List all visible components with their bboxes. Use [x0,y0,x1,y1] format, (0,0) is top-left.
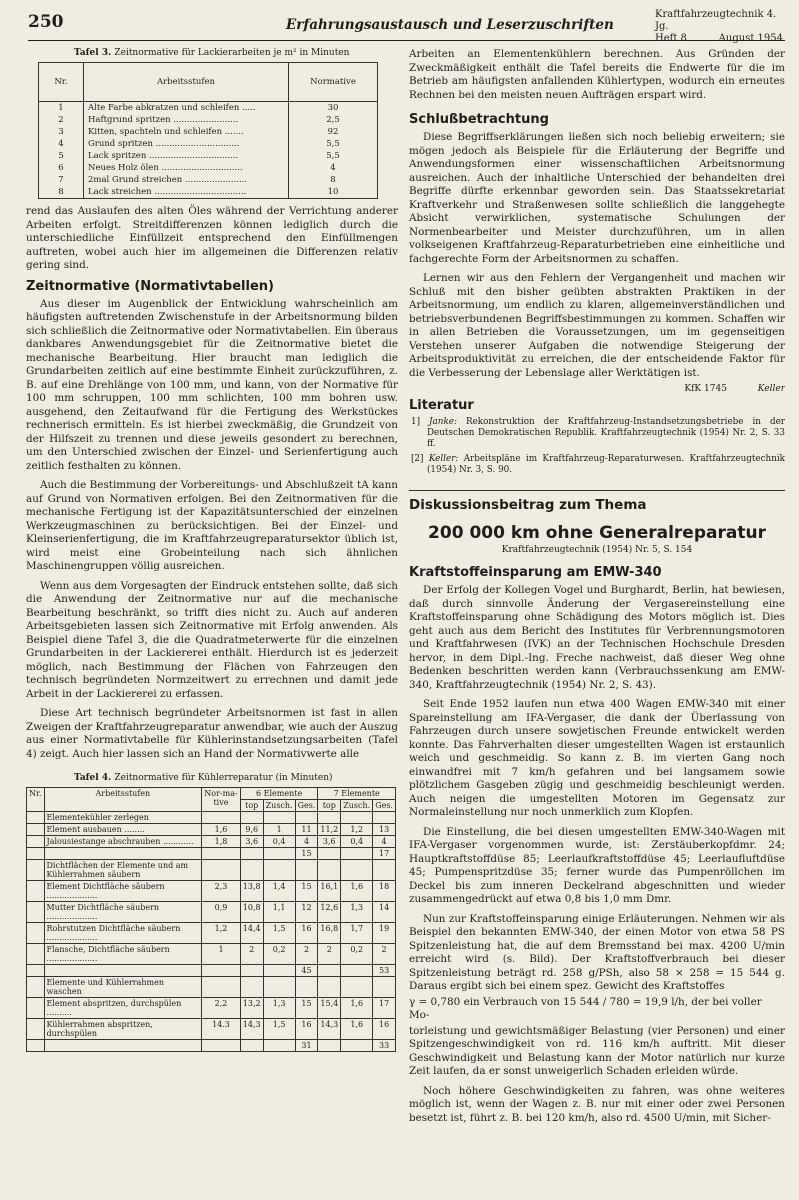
table3-caption [74,48,398,58]
table4-cell-t7: 2 [318,944,341,965]
table4-cell-z6: 1 [263,824,295,836]
page-header [28,8,785,44]
table4-cell-g6: 2 [295,944,318,965]
signature-name: Keller [757,384,785,394]
table3-cell-stage: Lack streichen .................................. [84,186,289,199]
table4-cell-t7: 15,4 [318,998,341,1019]
table4-cell-t6 [240,860,263,881]
table4-cell-nr [27,824,45,836]
table4-cell-g7 [373,860,396,881]
table4-cell-z6: 1,1 [263,902,295,923]
table4-cell-t7: 3,6 [318,836,341,848]
table3-header-stage: Arbeitsstufen [84,63,289,102]
table4-cell-z7 [341,965,373,977]
table4-row [27,902,396,923]
table4-cell-g7: 17 [373,998,396,1019]
table4-cell-g7 [373,977,396,998]
table3-cell-stage: 2mal Grund streichen ....................... [84,174,289,186]
table4-cell-z6 [263,812,295,824]
literature-1-author: Janke: [429,417,457,427]
table4-cell-n: 0,9 [202,902,241,923]
left-paragraph-2: Aus dieser im Augenblick der Entwicklung wahrscheinlich am häufigsten auftretenden Zwischenstufe in der Arbeitsnormung bilden sich schließlich die Zeitnormative oder Normativtabellen. Ein überaus dankbares Anwendungsgebiet für die Zeitnormative bietet die mechanische Bearbeitung. Hier braucht man lediglich die Grundarbeiten zeitlich auf eine bestimmte Einheit zurückzuführen, z. B. auf eine Drehlänge von 100 mm, und kann, von der Normative für 100 mm schruppen, 100 mm schlichten, 100 mm bohren usw. ausgehend, den Zeitaufwand für die Fertigung des Werkstückes rechnerisch ermitteln. Es ist hierbei zweckmäßig, die Grundzeit von der Hilfszeit zu trennen und diese jeweils gesondert zu berechnen, um den Unterschied zwischen der Einzel- und Serienfertigung auch zeitlich festhalten zu können. [26,297,398,472]
right-paragraph-1: Arbeiten an Elementenkühlern berechnen. Aus Gründen der Zweckmäßigkeit enthält die Tafel bereits die Endwerte für die im Betrieb am häufigsten anfallenden Kühlertypen, wodurch ein erneutes Rechnen bei den meisten neuen Aufträgen erspart wird. [409,48,785,101]
literature-2-author: Keller: [428,454,459,464]
left-paragraph-3: Auch die Bestimmung der Vorbereitungs- und Abschlußzeit tA kann auf Grund von Normativen erfolgen. Bei den Zeitnormativen für die mechanische Fertigung ist der Kapazitätsunterschied der einzelnen Werkzeugmaschinen zu berücksichtigen. Bei der Einzel- und Kleinserienfertigung, die im Kraftfahrzeugreparatursektor üblich ist, wird meist eine Grobeinteilung nach sich ähnlichen Maschinengruppen völlig ausreichen. [26,479,398,572]
table4-header-ges-7: Ges. [373,800,396,812]
table4-cell-z7 [341,812,373,824]
table4-cell-stage: Element Dichtfläche säubern .................... [44,881,202,902]
table3-cell-value: 30 [289,102,378,115]
table4-row [27,944,396,965]
table3-row [39,138,378,150]
table4-cell-z6 [263,1040,295,1052]
table3-cell-nr: 7 [39,174,84,186]
table3-header-nr: Nr. [39,63,84,102]
literature-entry-1 [411,417,785,450]
table3-row [39,174,378,186]
right-paragraph-9: Noch höhere Geschwindigkeiten zu fahren, was ohne weiteres möglich ist, wenn der Wagen z. B. nur mit einer oder zwei Personen besetzt ist, führt z. B. bei 120 km/h, also rd. 4500 U/min, mit Sicher- [409,1084,785,1124]
table4-cell-n: 1,8 [202,836,241,848]
table4-header-six-elements: 6 Elemente [240,788,318,800]
table4-cell-stage: Element ausbauen ........ [44,824,202,836]
table4-cell-g7: 17 [373,848,396,860]
table4-cell-nr [27,998,45,1019]
table4-cell-t6 [240,848,263,860]
table4-row [27,1019,396,1040]
right-paragraph-8: torleistung und gewichtsmäßiger Belastung (vier Personen) und einer Spitzengeschwindigkeit von rd. 116 km/h auftritt. Mit dieser Geschwindigkeit und Belastung kann der Motor natürlich nur kurze Zeit laufen, da er sonst unweigerlich Schaden erleiden würde. [409,1024,785,1077]
table4-cell-z7: 1,7 [341,923,373,944]
journal-line-2: Heft 8 August 1954 [655,33,783,44]
table4-cell-n: 1,2 [202,923,241,944]
table3-row [39,150,378,162]
table4-cell-z7 [341,977,373,998]
table4-cell-nr [27,812,45,824]
table4-cell-t6 [240,965,263,977]
table4-cell-g6 [295,860,318,881]
table4-cell-g6: 31 [295,1040,318,1052]
table4-header-top-6: top [240,800,263,812]
right-paragraph-5: Seit Ende 1952 laufen nun etwa 400 Wagen EMW-340 mit einer Spareinstellung am IFA-Vergaser, die dank der Überlassung von Fahrzeugen durch unsere sowjetischen Freunde entwickelt werden konnte. Das Fahrverhalten dieser umgestellten Wagen ist erstaunlich weich und geschmeidig. So kann z. B. im vierten Gang noch einwandfrei mit 7 km/h gefahren und bei langsamem sowie plötzlichem Gasgeben zügig und geschmeidig beschleunigt werden. Auch neigen die umgestellten Motoren im Gegensatz zur Normaleinstellung nur noch unmerklich zum Klopfen. [409,698,785,818]
table4-cell-stage [44,965,202,977]
table4-cell-z7: 1,6 [341,998,373,1019]
table3-cell-nr: 8 [39,186,84,199]
table4-cell-nr [27,944,45,965]
table4-header-zusch-7: Zusch. [341,800,373,812]
table4-cell-t6: 10,8 [240,902,263,923]
table4-header-seven-elements: 7 Elemente [318,788,396,800]
table4-cell-t6: 9,6 [240,824,263,836]
table4-cell-stage: Rohrstutzen Dichtfläche säubern .................... [44,923,202,944]
table3-cell-value: 5,5 [289,150,378,162]
right-paragraph-6: Die Einstellung, die bei diesen umgestellten EMW-340-Wagen mit IFA-Vergaser vorgenommen wurde, ist: Zerstäuberkopfdmr. 24; Hauptkraftstoffdüse 85; Leerlaufkraftstoffdüse 45; Leerlaufluftdüse 45; Pumpenspritzdüse 35; ferner wurde das Pumpenröllchen im Deckel bis zum inneren Deckelrand abgeschnitten und wieder zusammengedrückt auf etwa 0,8 bis 1,0 mm Dmr. [409,825,785,905]
literature-1-number: 1] [411,417,421,427]
table3-cell-value: 92 [289,126,378,138]
table4-cell-g6: 15 [295,998,318,1019]
right-paragraph-7: Nun zur Kraftstoffeinsparung einige Erläuterungen. Nehmen wir als Beispiel den bekannten EMW-340, der einen Motor von etwa 58 PS Spitzenleistung hat, die auf dem Bremsstand bei max. 4200 U/min erreicht wird (s. Bild). Der Kraftstoffverbrauch bei dieser Spitzenleistung beträgt rd. 258 g/PSh, also 58 × 258 = 15 544 g. Daraus ergibt sich bei einem spez. Gewicht des Kraftstoffes [409,912,785,992]
table4-caption-text: Zeitnormative für Kühlerreparatur (in Minuten) [114,773,333,783]
literature-2-number: [2] [411,454,424,464]
literature-entry-2 [411,454,785,476]
table3-cell-value: 8 [289,174,378,186]
table4-cell-nr [27,836,45,848]
table4-cell-z6 [263,965,295,977]
table4-cell-z7: 0,2 [341,944,373,965]
table4-cell-g7: 53 [373,965,396,977]
table3-row [39,162,378,174]
table4-cell-nr [27,1040,45,1052]
table4-cell-g7: 2 [373,944,396,965]
table4-cell-g6: 15 [295,881,318,902]
table4-cell-z7: 1,3 [341,902,373,923]
table3-cell-stage: Alte Farbe abkratzen und schleifen ..... [84,102,289,115]
table4-row [27,998,396,1019]
left-paragraph-1: rend das Auslaufen des alten Öles während der Verrichtung anderer Arbeiten erfolgt. Streitdifferenzen können lediglich durch die unterschiedliche Einfüllzeit entsprechend den Einfüllmengen auftreten, wobei auch hier im allgemeinen die Differenzen relativ gering sind. [26,205,398,271]
table4-cell-z6: 1,5 [263,923,295,944]
table4-cell-t7 [318,965,341,977]
table4-cell-g7: 19 [373,923,396,944]
table4-cell-nr [27,881,45,902]
table4-row [27,824,396,836]
table4-header-top-7: top [318,800,341,812]
table4-header-nr: Nr. [27,788,45,812]
table4 [26,787,396,1052]
table3-cell-nr: 2 [39,114,84,126]
table4-row [27,860,396,881]
table3-cell-stage: Lack spritzen ................................. [84,150,289,162]
table4-cell-z7 [341,860,373,881]
table4-cell-n: 1,6 [202,824,241,836]
table4-cell-stage: Elementekühler zerlegen [44,812,202,824]
table4-cell-stage: Jalousiestange abschrauben ............ [44,836,202,848]
right-column [409,48,785,1196]
table4-cell-n [202,1040,241,1052]
table4-header-stage: Arbeitsstufen [44,788,202,812]
table3-cell-stage: Grund spritzen ............................... [84,138,289,150]
table4-cell-t7 [318,977,341,998]
table4-cell-n [202,965,241,977]
table3-row [39,102,378,115]
table3 [38,62,378,199]
table4-cell-g7 [373,812,396,824]
table4-cell-g6 [295,812,318,824]
heading-schlussbetrachtung: Schlußbetrachtung [409,112,549,127]
table4-cell-z6: 1,4 [263,881,295,902]
table4-cell-n [202,848,241,860]
table3-cell-nr: 4 [39,138,84,150]
heading-literatur: Literatur [409,398,474,413]
table4-cell-n: 1 [202,944,241,965]
table3-cell-stage: Kitten, spachteln und schleifen ....... [84,126,289,138]
left-paragraph-5: Diese Art technisch begründeter Arbeitsnormen ist fast in allen Zweigen der Kraftfahrzeugreparatur anwendbar, wie auch der Auszug aus einer Normativtabelle für Kühlerinstandsetzungsarbeiten (Tafel 4) zeigt. Auch hier lassen sich an Hand der Normativwerte alle [26,707,398,760]
section-title: Erfahrungsaustausch und Leserzuschriften [286,17,614,33]
table4-cell-t7 [318,860,341,881]
table4-cell-t6: 13,2 [240,998,263,1019]
table4-cell-z7: 1,6 [341,881,373,902]
heading-zeitnormative: Zeitnormative (Normativtabellen) [26,278,274,294]
table4-cell-g6: 4 [295,836,318,848]
left-column [26,48,398,1196]
table4-cell-n [202,812,241,824]
table4-cell-z6 [263,860,295,881]
formula-line: γ = 0,780 ein Verbrauch von 15 544 / 780 = 19,9 l/h, der bei voller Mo- [409,995,762,1021]
table4-cell-t7 [318,812,341,824]
table4-cell-t6: 2 [240,944,263,965]
table4-cell-nr [27,848,45,860]
table4-cell-z6 [263,848,295,860]
table4-cell-stage [44,1040,202,1052]
table3-row [39,186,378,199]
table4-cell-stage [44,848,202,860]
table3-caption-label: Tafel 3. [74,48,112,58]
table4-row [27,923,396,944]
table4-cell-g6: 12 [295,902,318,923]
table4-cell-nr [27,923,45,944]
table4-cell-stage: Kühlerrahmen abspritzen, durchspülen [44,1019,202,1040]
table4-cell-t6 [240,977,263,998]
table4-cell-n [202,860,241,881]
table4-cell-t7 [318,848,341,860]
table4-row [27,977,396,998]
table4-row [27,836,396,848]
page-number: 250 [28,12,64,32]
table4-cell-g6: 16 [295,923,318,944]
table4-row [27,812,396,824]
journal-info [655,9,785,45]
table4-cell-g7: 16 [373,1019,396,1040]
table3-cell-nr: 6 [39,162,84,174]
right-paragraph-3: Lernen wir aus den Fehlern der Vergangenheit und machen wir Schluß mit den bisher geübten abstrakten Praktiken in der Arbeitsnormung, um endlich zu klaren, allgemeinverständlichen und betriebsverbundenen Begriffsbestimmungen zu kommen. Schaffen wir in allen Betrieben die Voraussetzungen, um im gegenseitigen Verstehen unserer Aufgaben die notwendige Steigerung der Arbeitsproduktivität zu erreichen, die der entscheidende Faktor für die Verbesserung der Lebenslage aller Werktätigen ist. [409,272,785,379]
table4-cell-t6: 3,6 [240,836,263,848]
table4-cell-nr [27,860,45,881]
article-reference: Kraftfahrzeugtechnik (1954) Nr. 5, S. 154 [501,545,693,555]
journal-line-1: Kraftfahrzeugtechnik 4. Jg. [655,9,777,32]
table3-cell-value: 2,5 [289,114,378,126]
table4-cell-n: 2,3 [202,881,241,902]
discussion-heading: Diskussionsbeitrag zum Thema [409,490,785,513]
table3-cell-value: 4 [289,162,378,174]
table3-cell-nr: 5 [39,150,84,162]
table3-cell-nr: 3 [39,126,84,138]
table4-cell-z7 [341,1040,373,1052]
table4-cell-g7: 4 [373,836,396,848]
table4-cell-nr [27,977,45,998]
table4-cell-stage: Flansche, Dichtfläche säubern .................... [44,944,202,965]
table4-cell-stage: Element abspritzen, durchspülen .......... [44,998,202,1019]
literature-2-text: Arbeitspläne im Kraftfahrzeug-Reparaturwesen. Kraftfahrzeugtechnik (1954) Nr. 3, S. 90. [427,454,785,475]
table3-cell-value: 5,5 [289,138,378,150]
table3-body [39,102,378,199]
table4-cell-t6 [240,812,263,824]
table4-cell-n: 14.3 [202,1019,241,1040]
table4-cell-z6: 0,2 [263,944,295,965]
table4-cell-g6: 16 [295,1019,318,1040]
table4-cell-n: 2,2 [202,998,241,1019]
table4-cell-g6 [295,977,318,998]
table4-header-normative: Nor-ma-tive [202,788,241,812]
table4-cell-z6: 1,3 [263,998,295,1019]
table4-cell-nr [27,1019,45,1040]
table4-body [27,812,396,1052]
table3-cell-nr: 1 [39,102,84,115]
signature [409,384,785,394]
table4-cell-n [202,977,241,998]
signature-code: KfK 1745 [684,384,727,394]
table3-cell-stage: Haftgrund spritzen ........................ [84,114,289,126]
table4-cell-t6: 14,4 [240,923,263,944]
table4-cell-g7: 13 [373,824,396,836]
table4-cell-t6: 13,8 [240,881,263,902]
table4-cell-g6: 45 [295,965,318,977]
table3-row [39,126,378,138]
table4-row [27,1040,396,1052]
table4-cell-z7: 1,2 [341,824,373,836]
table4-caption [74,773,398,783]
table3-row [39,114,378,126]
table4-cell-t7: 11,2 [318,824,341,836]
table4-cell-nr [27,902,45,923]
table4-cell-t7: 12,6 [318,902,341,923]
table4-cell-z7: 0,4 [341,836,373,848]
literature-1-text: Rekonstruktion der Kraftfahrzeug-Instandsetzungsbetriebe in der Deutschen Demokratischen Republik. Kraftfahrzeugtechnik (1954) Nr. 2, S. 33 ff. [427,417,785,449]
table4-cell-z6 [263,977,295,998]
table4-cell-t6: 14,3 [240,1019,263,1040]
right-paragraph-2: Diese Begriffserklärungen ließen sich noch beliebig erweitern; sie mögen jedoch als Beispiele für die Erläuterung der Begriffe und Anwendungsformen einer wissenschaftlichen Arbeitsnormung ausreichen. Auch der inhaltliche Unterschied der behandelten drei Begriffe dürfte erkennbar geworden sein. Das Staatssekretariat Kraftverkehr und Straßenwesen sollte schließlich die langgehegte Absicht verwirklichen, systematische Schulungen der Normenbearbeiter und Meister durchzuführen, um in allen volkseigenen Kraftfahrzeug-Reparaturbetrieben eine einheitliche und fachgerechte Form der Arbeitsnormen zu schaffen. [409,131,785,265]
table4-header-ges-6: Ges. [295,800,318,812]
table4-cell-g6: 11 [295,824,318,836]
right-paragraph-4: Der Erfolg der Kollegen Vogel und Burghardt, Berlin, hat bewiesen, daß durch sinnvolle Änderung der Vergasereinstellung eine Kraftstoffeinsparung ohne Schädigung des Motors möglich ist. Dies geht auch aus dem Bericht des Institutes für Verbrennungsmotoren und Kraftfahrwesen (IVK) an der Technischen Hochschule Dresden hervor, in dem Dipl.-Ing. Freche nachweist, daß dieser Weg ohne Bedenken beschritten werden kann (Verbrauchssenkung am EMW-340, Kraftfahrzeugtechnik (1954) Nr. 2, S. 43). [409,584,785,691]
table3-cell-stage: Neues Holz ölen .............................. [84,162,289,174]
table4-row [27,848,396,860]
table4-cell-t6 [240,1040,263,1052]
table4-cell-z6: 0,4 [263,836,295,848]
table4-cell-t7 [318,1040,341,1052]
left-paragraph-4: Wenn aus dem Vorgesagten der Eindruck entstehen sollte, daß sich die Anwendung der Zeitnormative nur auf die mechanische Bearbeitung beschränkt, so trifft dies nicht zu. Auch auf anderen Arbeitsgebieten lassen sich Zeitnormative mit Erfolg anwenden. Als Beispiel diene Tafel 3, die die Quadratmeterwerte für die einzelnen Grundarbeiten in der Lackiererei enthält. Hierdurch ist es jederzeit möglich, nach Bestimmung der Flächen von Fahrzeugen den technisch begründeten Normzeitwert zu errechnen und damit jede Arbeit in der Lackiererei zu erfassen. [26,579,398,700]
table4-cell-t7: 16,8 [318,923,341,944]
table4-cell-z7 [341,848,373,860]
table4-cell-z7: 1,6 [341,1019,373,1040]
table4-cell-stage: Mutter Dichtfläche säubern .................... [44,902,202,923]
table4-caption-label: Tafel 4. [74,773,112,783]
table3-cell-value: 10 [289,186,378,199]
table4-cell-g7: 14 [373,902,396,923]
table4-cell-z6: 1,5 [263,1019,295,1040]
table4-cell-t7: 14,3 [318,1019,341,1040]
article-title: 200 000 km ohne Generalreparatur [428,523,766,543]
table4-row [27,881,396,902]
table4-header-zusch-6: Zusch. [263,800,295,812]
table4-cell-stage: Elemente und Kühlerrahmen waschen [44,977,202,998]
table4-cell-g7: 18 [373,881,396,902]
table4-cell-g7: 33 [373,1040,396,1052]
heading-kraftstoffeinsparung: Kraftstoffeinsparung am EMW-340 [409,565,662,580]
table4-cell-t7: 16,1 [318,881,341,902]
table4-row [27,965,396,977]
table3-caption-text: Zeitnormative für Lackierarbeiten je m² in Minuten [114,48,350,58]
table4-cell-stage: Dichtflächen der Elemente und am Kühlerrahmen säubern [44,860,202,881]
table4-cell-nr [27,965,45,977]
table3-header-normative: Normative [289,63,378,102]
table4-cell-g6: 15 [295,848,318,860]
